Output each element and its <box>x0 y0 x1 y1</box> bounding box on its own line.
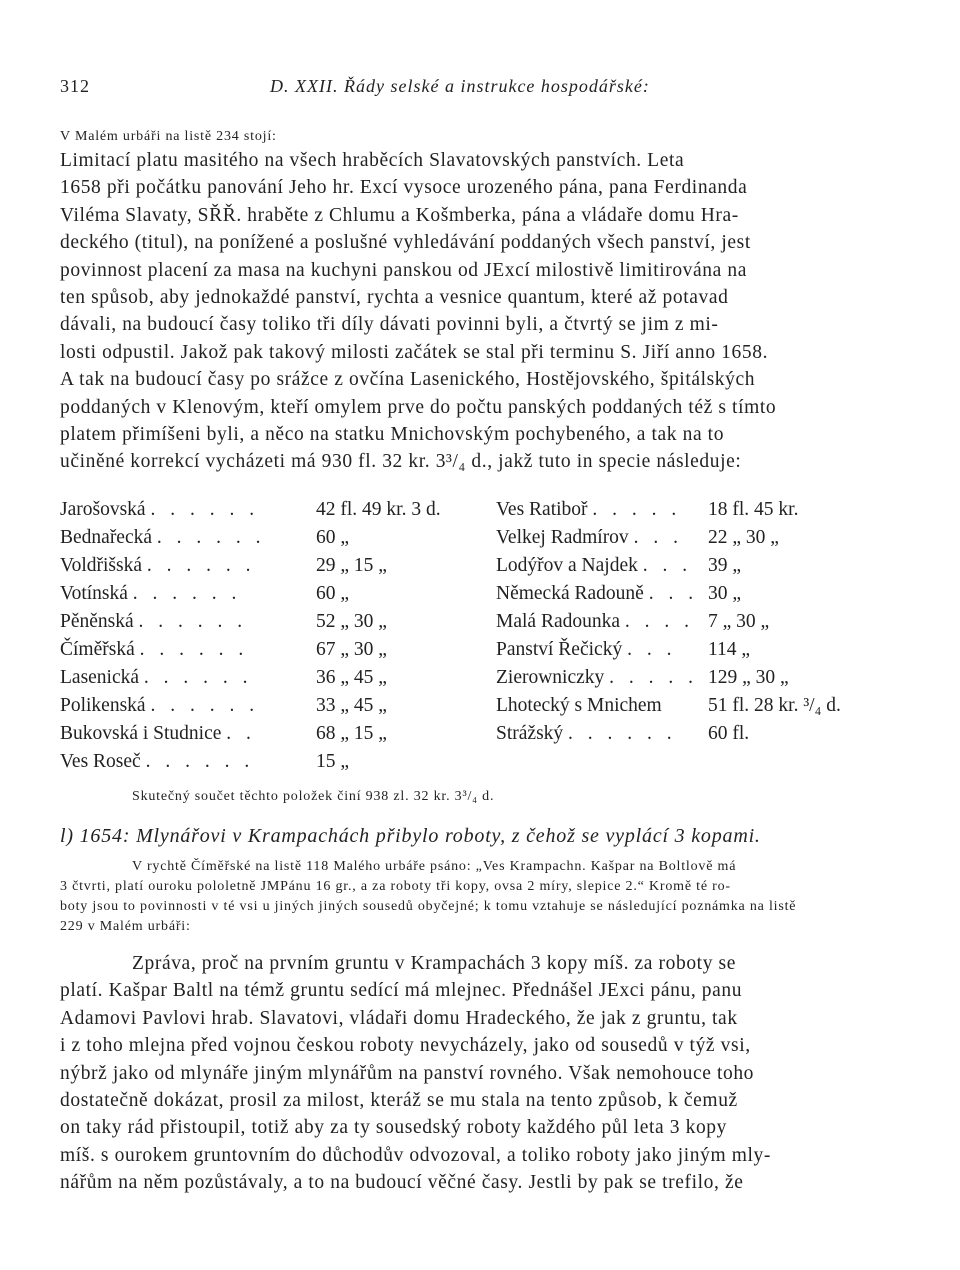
item-name: Bednařecká <box>60 527 153 548</box>
item-amount: 7 „ 30 „ <box>708 611 770 632</box>
item-name: Zierowniczky <box>496 667 605 688</box>
leader-dots: . . . . . . <box>138 611 248 632</box>
leader-dots: . . . <box>648 583 699 604</box>
text-line: deckého (titul), na ponížené a poslušné vyhledávání poddaných všech panství, jest <box>60 232 751 254</box>
left-item <box>60 748 492 776</box>
note-line: 229 v Malém urbáři: <box>60 919 191 934</box>
leader-dots: . . . . . <box>592 499 682 520</box>
note-line: boty jsou to povinnosti v té vsi u jiných jiných sousedů obyčejné; k tomu vztahuje se následující poznámka na listě <box>60 899 797 914</box>
item-name: Ves Roseč <box>60 751 141 772</box>
leader-dots: . . . <box>633 527 683 548</box>
list-row <box>60 664 890 692</box>
leader-dots: . . . . . <box>609 667 699 688</box>
page-header <box>60 76 880 100</box>
list-row <box>60 636 890 664</box>
item-amount: 18 fl. 45 kr. <box>708 499 799 520</box>
item-amount: 60 „ <box>316 583 350 604</box>
list-row <box>60 580 890 608</box>
item-amount: 42 fl. 49 kr. 3 d. <box>316 499 441 520</box>
text-line: míš. s ourokem gruntovním do důchodův odvozoval, a toliko roboty jako jiným mly- <box>60 1144 771 1166</box>
item-amount: 39 „ <box>708 555 742 576</box>
text-line: platem přimíšeni byli, a něco na statku Mnichovským pochybeného, a tak na to <box>60 424 725 446</box>
list-row <box>60 524 890 552</box>
sum-note: Skutečný součet těchto položek činí 938 zl. 32 kr. 3³/₄ d. <box>132 789 495 804</box>
item-amount: 67 „ 30 „ <box>316 639 387 660</box>
right-item <box>496 636 896 664</box>
leader-dots: . . . <box>627 639 677 660</box>
leader-dots: . . . . . . <box>150 695 260 716</box>
left-item <box>60 636 492 664</box>
item-name: Panství Řečický <box>496 639 623 660</box>
item-name: Velkej Radmírov <box>496 527 629 548</box>
item-name: Lasenická <box>60 667 140 688</box>
item-amount: 22 „ 30 „ <box>708 527 779 548</box>
source-note-2 <box>60 857 880 937</box>
text-line: losti odpustil. Jakož pak takový milosti začátek se stal při terminu S. Jiří anno 1658. <box>60 341 769 363</box>
leader-dots: . . . . . . <box>139 639 249 660</box>
note-line: V rychtě Číměřské na listě 118 Malého urbáře psáno: „Ves Krampachn. Kašpar na Boltlově má <box>132 859 737 874</box>
item-name: Strážský <box>496 723 564 744</box>
item-amount: 33 „ 45 „ <box>316 695 387 716</box>
right-item <box>496 692 896 720</box>
right-item <box>496 580 896 608</box>
text-line: Adamovi Pavlovi hrab. Slavatovi, vládaři domu Hradeckého, že jak z gruntu, tak <box>60 1007 738 1029</box>
item-name: Bukovská i Studnice <box>60 723 222 744</box>
right-item <box>496 496 896 524</box>
item-name: Pěněnská <box>60 611 134 632</box>
item-amount: 52 „ 30 „ <box>316 611 387 632</box>
list-row <box>60 748 890 776</box>
running-head: D. XXII. Řády selské a instrukce hospodářské: <box>270 76 650 96</box>
source-note-1: V Malém urbáři na listě 234 stojí: <box>60 129 277 144</box>
list-row <box>60 692 890 720</box>
item-name: Malá Radounka <box>496 611 621 632</box>
item-amount: 29 „ 15 „ <box>316 555 387 576</box>
left-item <box>60 664 492 692</box>
left-item <box>60 496 492 524</box>
item-amount: 15 „ <box>316 751 350 772</box>
item-amount: 68 „ 15 „ <box>316 723 387 744</box>
left-item <box>60 720 492 748</box>
payment-list <box>60 496 890 776</box>
text-line: Zpráva, proč na prvním gruntu v Krampachách 3 kopy míš. za roboty se <box>132 953 736 974</box>
right-item <box>496 720 896 748</box>
leader-dots: . . . . . . <box>146 555 256 576</box>
text-line: dostatečně dokázat, prosil za milost, kteráž se mu stala na tento způsob, k čemuž <box>60 1090 738 1112</box>
left-item <box>60 580 492 608</box>
item-name: Votínská <box>60 583 128 604</box>
item-amount: 51 fl. 28 kr. ³/₄ d. <box>708 695 841 716</box>
item-name: Polikenská <box>60 695 146 716</box>
item-name: Voldřišská <box>60 555 142 576</box>
leader-dots: . . <box>226 723 256 744</box>
text-line: i z toho mlejna před vojnou českou roboty nevycházely, jako od sousedů v týž vsi, <box>60 1035 751 1057</box>
list-row <box>60 552 890 580</box>
right-item <box>496 552 896 580</box>
right-item <box>496 664 896 692</box>
left-item <box>60 552 492 580</box>
list-row <box>60 720 890 748</box>
leader-dots: . . . . . . <box>150 499 260 520</box>
page-number: 312 <box>60 76 90 96</box>
text-line: dávali, na budoucí časy toliko tři díly dávati povinni byli, a čtvrtý se jim z mi- <box>60 314 719 336</box>
item-amount: 60 „ <box>316 527 350 548</box>
text-line: Viléma Slavaty, SŘŘ. hraběte z Chlumu a Košmberka, pána a vládaře domu Hra- <box>60 204 739 226</box>
item-name: Číměřská <box>60 639 135 660</box>
left-item <box>60 608 492 636</box>
leader-dots: . . . <box>642 555 693 576</box>
text-line: on taky rád přistoupil, totiž aby za ty sousedský roboty každého půl leta 3 kopy <box>60 1117 728 1139</box>
leader-dots: . . . . . . <box>132 583 242 604</box>
item-name: Jarošovská <box>60 499 146 520</box>
item-name: Německá Radouně <box>496 583 644 604</box>
text-line: platí. Kašpar Baltl na témž gruntu sedící má mlejnec. Přednášel JExci pánu, panu <box>60 980 743 1002</box>
leader-dots: . . . . . . <box>568 723 677 744</box>
left-item <box>60 524 492 552</box>
leader-dots: . . . . . . <box>143 667 253 688</box>
text-line: A tak na budoucí časy po srážce z ovčína Lasenického, Hostějovského, špitálských <box>60 369 756 391</box>
item-amount: 36 „ 45 „ <box>316 667 387 688</box>
left-item <box>60 692 492 720</box>
item-amount: 129 „ 30 „ <box>708 667 789 688</box>
text-line: poddaných v Klenovým, kteří omylem prve do počtu panských poddaných též s tímto <box>60 396 777 418</box>
leader-dots: . . . . <box>624 611 695 632</box>
leader-dots: . . . . . . <box>156 527 266 548</box>
text-line: učiněné korrekcí vycházeti má 930 fl. 32 kr. 3³/₄ d., jakž tuto in specie následuje: <box>60 451 742 473</box>
text-line: 1658 při počátku panování Jeho hr. Excí vysoce urozeného pána, pana Ferdinanda <box>60 177 748 199</box>
text-line: nýbrž jako od mlynáře jiným mlynářům na panství rovného. Však nemohouce toho <box>60 1062 755 1084</box>
text-line: nářům na něm pozůstávaly, a to na budoucí věčné časy. Jestli by pak se trefilo, že <box>60 1172 744 1194</box>
item-amount: 30 „ <box>708 583 742 604</box>
item-name: Ves Ratiboř <box>496 499 588 520</box>
section-heading: l) 1654: Mlynářovi v Krampachách přibylo roboty, z čehož se vyplácí 3 kopami. <box>60 825 761 847</box>
right-item <box>496 608 896 636</box>
text-line: povinnost placení za masa na kuchyni panskou od JExcí milostivě limitirována na <box>60 259 747 281</box>
item-name: Lodýřov a Najdek <box>496 555 638 576</box>
right-item <box>496 524 896 552</box>
list-row <box>60 496 890 524</box>
item-amount: 60 fl. <box>708 723 750 744</box>
note-line: 3 čtvrti, platí ouroku pololetně JMPánu 16 gr., a za roboty tři kopy, ovsa 2 míry, slepice 2.“ Kromě té ro- <box>60 879 731 894</box>
leader-dots: . . . . . . <box>145 751 255 772</box>
item-name: Lhotecký s Mnichem <box>496 695 662 716</box>
report-paragraph <box>60 950 880 1197</box>
main-paragraph <box>60 147 880 476</box>
text-line: Limitací platu masitého na všech hraběcích Slavatovských panstvích. Leta <box>60 150 685 171</box>
list-row <box>60 608 890 636</box>
item-amount: 114 „ <box>708 639 751 660</box>
text-line: ten spůsob, aby jednokaždé panství, rychta a vesnice quantum, které až potavad <box>60 287 729 309</box>
